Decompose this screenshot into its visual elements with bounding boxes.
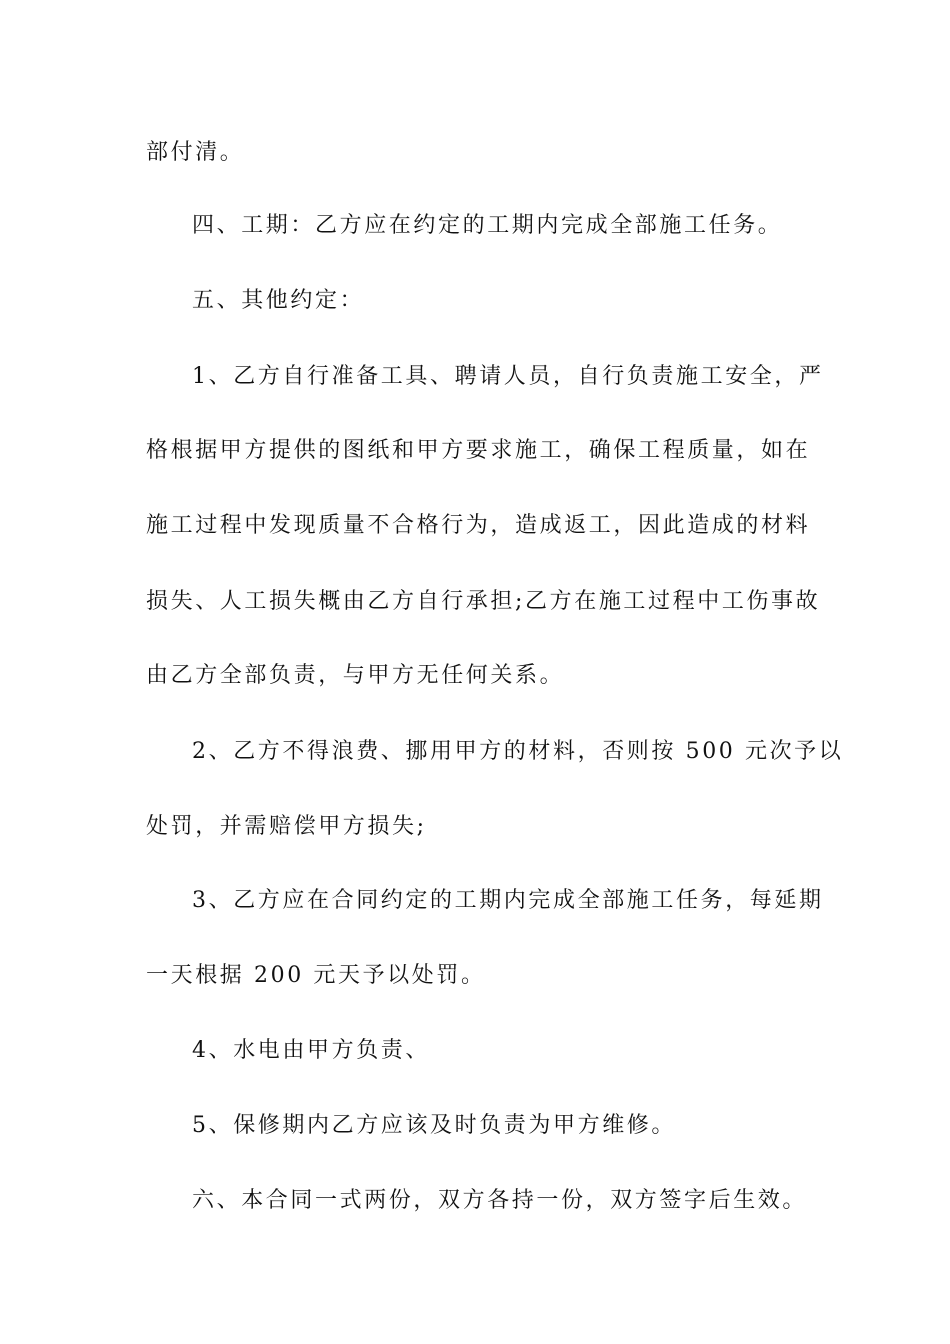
paragraph-line: 5、保修期内乙方应该及时负责为甲方维修。 [192,1113,676,1138]
paragraph-line: 处罚，并需赔偿甲方损失; [146,814,427,839]
paragraph-line: 一天根据 200 元天予以处罚。 [146,963,486,988]
paragraph-line: 损失、人工损失概由乙方自行承担;乙方在施工过程中工伤事故 [146,589,821,614]
paragraph-line: 部付清。 [146,140,245,165]
paragraph-line: 1、乙方自行准备工具、聘请人员，自行负责施工安全，严 [192,364,824,389]
paragraph-line: 四、工期：乙方应在约定的工期内完成全部施工任务。 [192,213,783,238]
paragraph-line: 施工过程中发现质量不合格行为，造成返工，因此造成的材料 [146,513,811,538]
paragraph-line: 3、乙方应在合同约定的工期内完成全部施工任务，每延期 [192,888,824,913]
paragraph-line: 五、其他约定： [192,288,365,313]
paragraph-line: 六、本合同一式两份，双方各持一份，双方签字后生效。 [192,1188,808,1213]
paragraph-line: 由乙方全部负责，与甲方无任何关系。 [146,663,565,688]
paragraph-line: 4、水电由甲方负责、 [192,1038,430,1063]
paragraph-line: 2、乙方不得浪费、挪用甲方的材料，否则按 500 元次予以 [192,739,844,764]
paragraph-line: 格根据甲方提供的图纸和甲方要求施工，确保工程质量，如在 [146,438,811,463]
